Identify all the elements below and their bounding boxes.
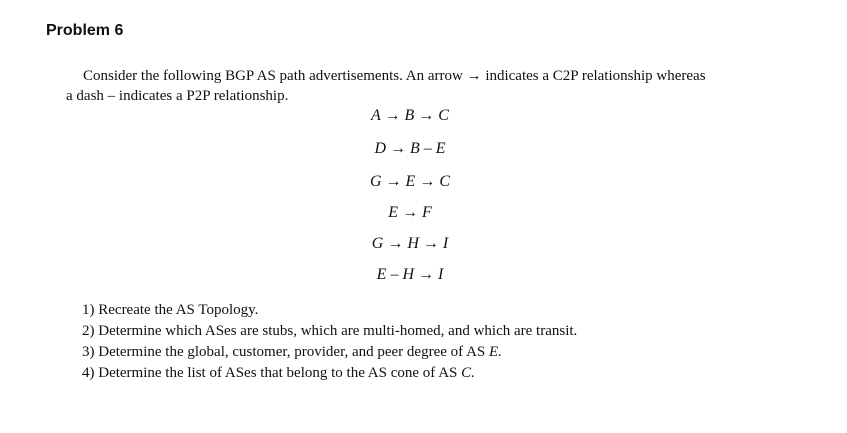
question-tail: E. <box>489 344 502 360</box>
as-path: D → B – E <box>374 140 446 157</box>
question-list <box>82 300 577 384</box>
problem-title: Problem 6 <box>46 22 124 39</box>
question-item <box>82 321 577 342</box>
as-path: E – H → I <box>376 266 444 283</box>
intro-line-1: Consider the following BGP AS path advertisements. An arrow → indicates a C2P relationship whereas <box>83 68 706 84</box>
question-text: 3) Determine the global, customer, provider, and peer degree of AS <box>82 344 489 360</box>
question-text: 2) Determine which ASes are stubs, which are multi-homed, and which are transit. <box>82 323 578 339</box>
question-text: 4) Determine the list of ASes that belong to the AS cone of AS <box>82 365 462 381</box>
intro-line-2: a dash – indicates a P2P relationship. <box>66 88 289 104</box>
question-item <box>82 342 577 363</box>
as-path: G → E → C <box>370 173 450 190</box>
as-path: E → F <box>388 204 432 221</box>
question-item <box>82 363 577 384</box>
as-path: A → B → C <box>371 107 449 124</box>
as-path: G → H → I <box>371 235 449 252</box>
question-tail: C. <box>461 365 475 381</box>
question-item <box>82 300 577 321</box>
question-text: 1) Recreate the AS Topology. <box>82 302 259 318</box>
problem-intro <box>66 66 766 106</box>
